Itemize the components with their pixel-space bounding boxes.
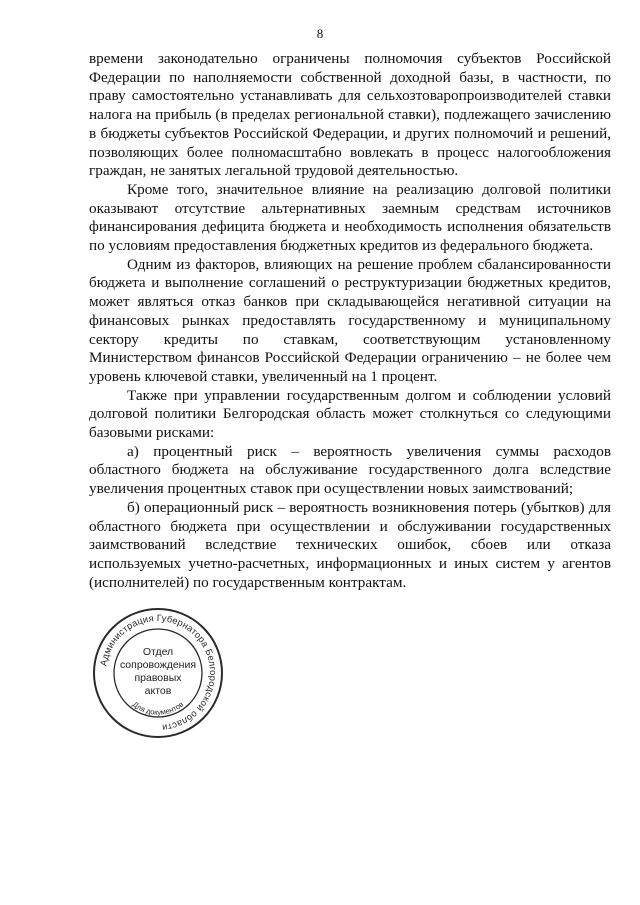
official-stamp — [91, 606, 225, 740]
stamp-center-text — [113, 636, 203, 708]
paragraph-3: Одним из факторов, влияющих на решение проблем сбалансированности бюджета и выполнение соглашений о реструктуризации бюджетных кредитов, может являться отказ банков при складывающейся негативной ситуации на финансовых рынках предоставлять государственному и муниципальному сектору кредиты по ставкам, соответствующим установленному Министерством финансов Российской Федерации ограничению – не более чем уровень ключевой ставки, увеличенный на 1 процент. — [89, 255, 611, 385]
paragraph-6: б) операционный риск – вероятность возникновения потерь (убытков) для областного бюджета при осуществлении и обслуживании государственных заимствований вследствие технических ошибок, сбоев или отказа используемых учетно-расчетных, информационных и иных систем у агентов (исполнителей) по государственным контрактам. — [89, 498, 611, 591]
page-number: 8 — [316, 26, 324, 41]
stamp-line-1: Отдел — [142, 646, 174, 658]
paragraph-5: а) процентный риск – вероятность увеличения суммы расходов областного бюджета на обслуживание государственного долга вследствие увеличения процентных ставок при осуществлении новых заимствований; — [89, 442, 611, 498]
paragraph-2: Кроме того, значительное влияние на реализацию долговой политики оказывают отсутствие альтернативных заемным средствам источников финансирования дефицита бюджета и необходимость исполнения обязательств по условиям предоставления бюджетных кредитов из федерального бюджета. — [89, 180, 611, 255]
stamp-line-4: актов — [144, 685, 172, 697]
stamp-line-2: сопровождения — [119, 659, 197, 671]
document-body — [89, 50, 611, 592]
paragraph-4: Также при управлении государственным долгом и соблюдении условий долговой политики Белгородская область может столкнуться со следующими базовыми рисками: — [89, 386, 611, 442]
stamp-ring-text: Администрация Губернатора Белгородской области — [98, 612, 219, 733]
stamp-bottom-text: Для документов — [130, 699, 186, 717]
stamp-line-3: правовых — [134, 672, 182, 684]
paragraph-1: времени законодательно ограничены полномочия субъектов Российской Федерации по наполняемости собственной доходной базы, в частности, по праву самостоятельно устанавливать для сельхозтоваропроизводителей ставки налога на прибыль (в пределах региональной ставки), подлежащего зачислению в бюджеты субъектов Российской Федерации, и других полномочий и решений, позволяющих более полномасштабно вовлекать в процесс налогообложения граждан, не занятых легальной трудовой деятельностью. — [89, 50, 611, 180]
